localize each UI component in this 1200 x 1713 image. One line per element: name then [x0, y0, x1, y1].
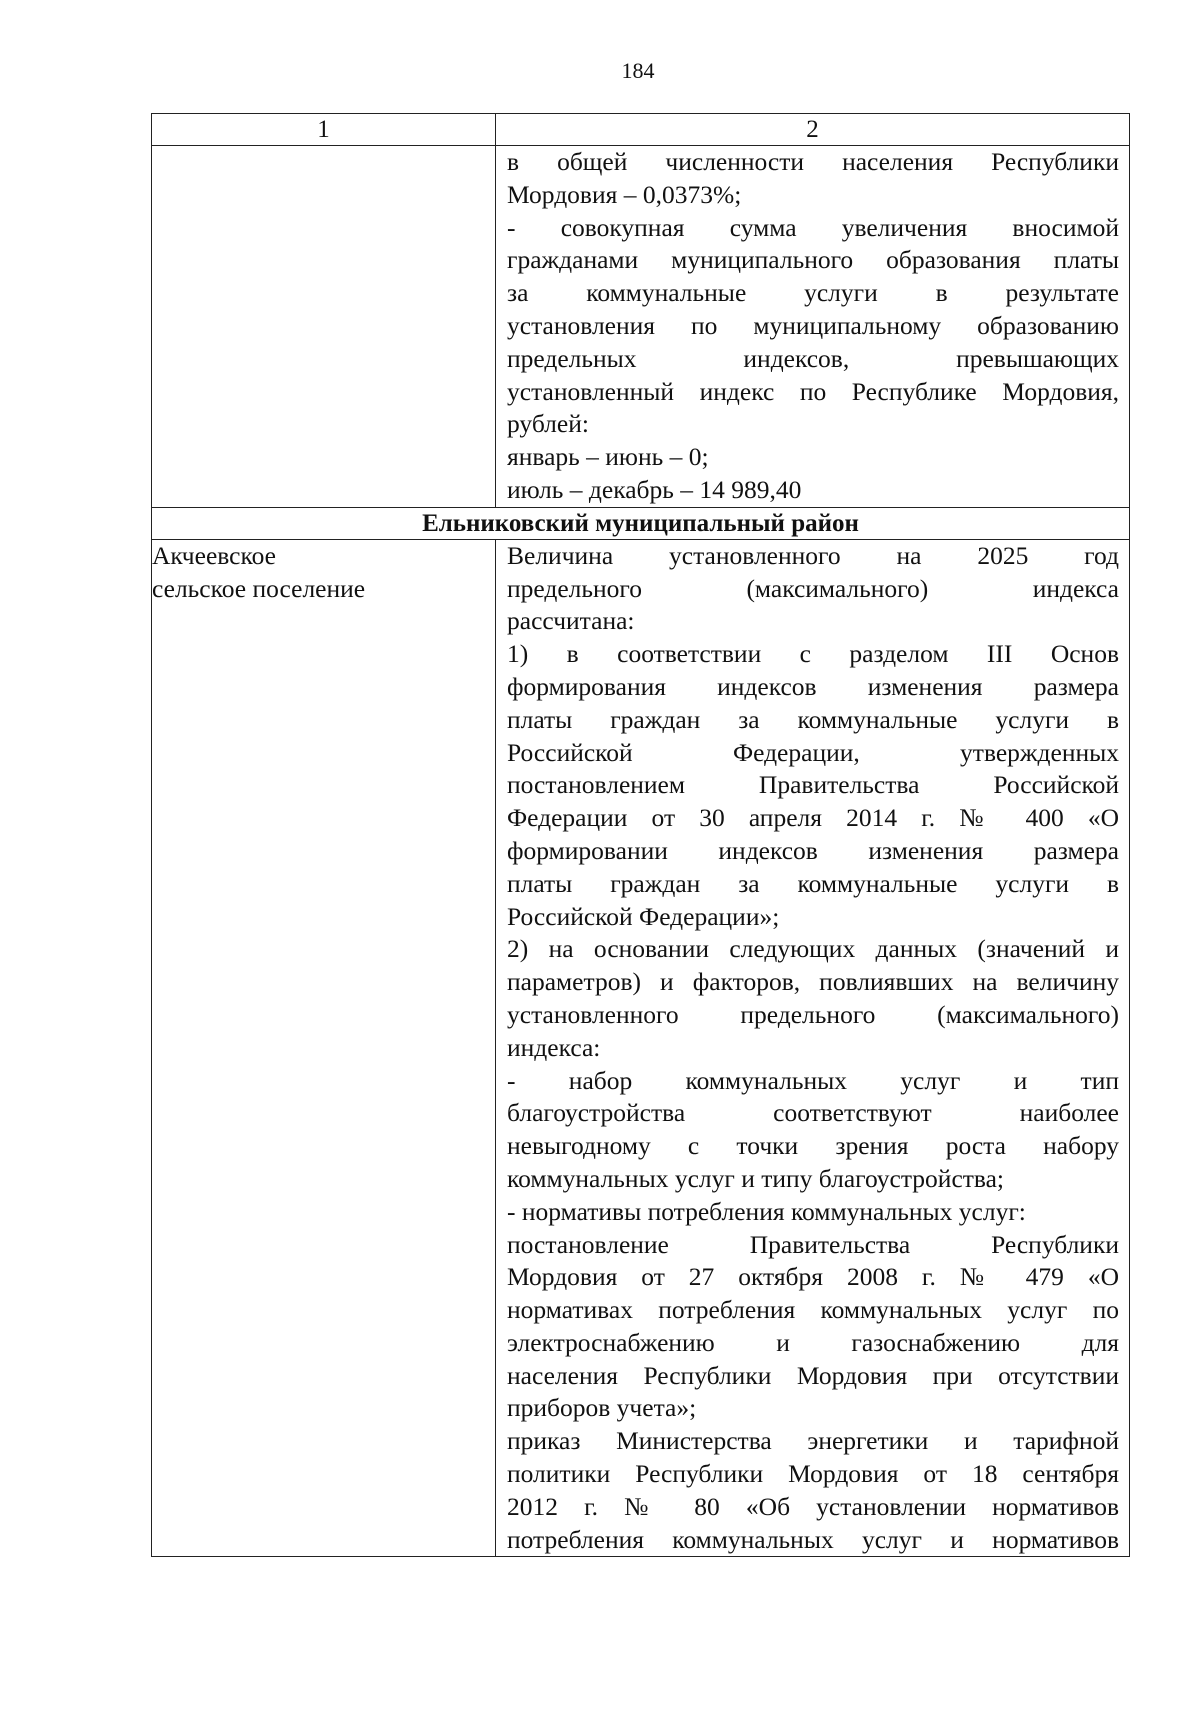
- column-header-row: [152, 114, 1130, 146]
- text-line: 1) в соответствии с разделом III Основ: [507, 639, 1119, 669]
- region-title: Ельниковский муниципальный район: [152, 507, 1130, 539]
- index-table: [151, 113, 1130, 1557]
- text-line: Мордовия – 0,0373%;: [507, 179, 742, 209]
- settlement-name-cell: [152, 539, 496, 1557]
- text-line: установленного предельного (максимального): [507, 999, 1119, 1029]
- text-line: в общей численности населения Республики: [507, 147, 1119, 176]
- text-line: благоустройства соответствуют наиболее: [507, 1098, 1119, 1128]
- settlement-name-line: сельское поселение: [152, 573, 366, 603]
- text-line: постановление Правительства Республики: [507, 1229, 1119, 1259]
- column-header-1: 1: [152, 114, 496, 146]
- text-line: невыгодному с точки зрения роста набору: [507, 1131, 1119, 1161]
- text-line: населения Республики Мордовия при отсутствии: [507, 1360, 1119, 1390]
- text-line: январь – июнь – 0;: [507, 442, 709, 472]
- text-line: - нормативы потребления коммунальных услуг:: [507, 1196, 1026, 1226]
- text-line: - набор коммунальных услуг и тип: [507, 1065, 1119, 1095]
- text-line: Российской Федерации, утвержденных: [507, 737, 1119, 767]
- text-line: Федерации от 30 апреля 2014 г. № 400 «О: [507, 803, 1119, 833]
- text-line: за коммунальные услуги в результате: [507, 278, 1119, 308]
- text-line: платы граждан за коммунальные услуги в: [507, 704, 1119, 734]
- text-line: Величина установленного на 2025 год: [507, 540, 1119, 570]
- text-line: приборов учета»;: [507, 1393, 697, 1423]
- text-line: политики Республики Мордовия от 18 сентября: [507, 1459, 1119, 1489]
- settlement-row: [152, 539, 1130, 1557]
- text-line: нормативах потребления коммунальных услуг по: [507, 1295, 1119, 1325]
- text-line: постановлением Правительства Российской: [507, 770, 1119, 800]
- text-line: предельных индексов, превышающих: [507, 343, 1119, 373]
- text-line: формирования индексов изменения размера: [507, 671, 1119, 701]
- text-line: - совокупная сумма увеличения вносимой: [507, 212, 1119, 242]
- text-line: Российской Федерации»;: [507, 901, 780, 931]
- text-line: платы граждан за коммунальные услуги в: [507, 868, 1119, 898]
- text-line: июль – декабрь – 14 989,40: [507, 474, 802, 504]
- text-line: формировании индексов изменения размера: [507, 835, 1119, 865]
- text-line: индекса:: [507, 1032, 601, 1062]
- text-line: установления по муниципальному образованию: [507, 310, 1119, 340]
- text-line: гражданами муниципального образования платы: [507, 245, 1119, 275]
- text-line: потребления коммунальных услуг и нормативов: [507, 1524, 1119, 1554]
- text-line: 2) на основании следующих данных (значений и: [507, 934, 1119, 964]
- text-line: приказ Министерства энергетики и тарифной: [507, 1426, 1119, 1456]
- column-header-2: 2: [496, 114, 1130, 146]
- region-row: [152, 507, 1130, 539]
- text-line: рассчитана:: [507, 606, 635, 636]
- text-line: предельного (максимального) индекса: [507, 573, 1119, 603]
- text-line: Мордовия от 27 октября 2008 г. № 479 «О: [507, 1262, 1119, 1292]
- text-line: коммунальных услуг и типу благоустройства;: [507, 1163, 1005, 1193]
- text-line: электроснабжению и газоснабжению для: [507, 1327, 1119, 1357]
- continuation-row: [152, 146, 1130, 508]
- continuation-text-cell: [496, 146, 1130, 508]
- text-line: параметров) и факторов, повлиявших на величину: [507, 967, 1119, 997]
- settlement-description-cell: [496, 539, 1130, 1557]
- text-line: установленный индекс по Республике Мордовия,: [507, 376, 1119, 406]
- settlement-name-line: Акчеевское: [152, 540, 276, 570]
- text-line: 2012 г. № 80 «Об установлении нормативов: [507, 1491, 1119, 1521]
- continuation-left-cell: [152, 146, 496, 508]
- text-line: рублей:: [507, 409, 589, 439]
- page-number: 184: [621, 58, 655, 83]
